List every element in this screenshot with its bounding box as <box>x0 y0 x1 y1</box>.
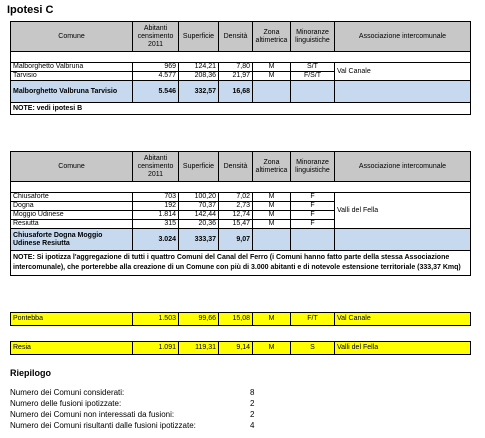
cell-densita: 2,73 <box>219 202 253 211</box>
table-row <box>11 193 471 202</box>
cell-superficie: 70,37 <box>179 202 219 211</box>
header-abitanti: Abitanti censimento 2011 <box>133 152 179 182</box>
header-minoranze: Minoranze linguistiche <box>291 22 335 52</box>
total-superficie: 333,37 <box>179 229 219 251</box>
header-zona: Zona altimetrica <box>253 22 291 52</box>
cell-comune: Resiutta <box>11 220 133 229</box>
total-abitanti: 3.024 <box>133 229 179 251</box>
cell-densita: 7,02 <box>219 193 253 202</box>
cell-zona: M <box>253 193 291 202</box>
riepilogo-value: 8 <box>250 388 255 397</box>
header-minoranze: Minoranze linguistiche <box>291 152 335 182</box>
cell-comune: Tarvisio <box>11 72 133 81</box>
cell-superficie: 20,36 <box>179 220 219 229</box>
riepilogo-value: 4 <box>250 421 255 430</box>
cell-superficie: 124,21 <box>179 63 219 72</box>
cell-abitanti: 192 <box>133 202 179 211</box>
header-comune: Comune <box>11 152 133 182</box>
cell-superficie: 119,31 <box>179 342 219 355</box>
table-row <box>11 342 471 355</box>
cell-zona: M <box>253 313 291 326</box>
cell-zona: M <box>253 220 291 229</box>
total-row <box>11 81 471 103</box>
riepilogo-value: 2 <box>250 410 255 419</box>
cell-comune: Resia <box>11 342 133 355</box>
riepilogo-item <box>10 421 255 430</box>
cell-abitanti: 1.091 <box>133 342 179 355</box>
total-abitanti: 5.546 <box>133 81 179 103</box>
cell-minoranze: F <box>291 193 335 202</box>
cell-associazione: Val Canale <box>335 63 471 81</box>
note-text: NOTE: Si ipotizza l'aggregazione di tutti i quattro Comuni del Canal del Ferro (i Comuni hanno fatto parte della stessa Associazione intercomunale), che porterebbe alla creazione di un Comune con più di 3.000 abitanti e di notevole estensione territoriale (333,37 Kmq) <box>11 251 471 276</box>
header-associazione: Associazione intercomunale <box>335 22 471 52</box>
cell-associazione: Val Canale <box>335 313 471 326</box>
header-associazione: Associazione intercomunale <box>335 152 471 182</box>
cell-zona: M <box>253 211 291 220</box>
cell-zona: M <box>253 63 291 72</box>
cell-comune: Moggio Udinese <box>11 211 133 220</box>
total-densita: 9,07 <box>219 229 253 251</box>
cell-comune: Chiusaforte <box>11 193 133 202</box>
cell-abitanti: 969 <box>133 63 179 72</box>
cell-minoranze: F <box>291 220 335 229</box>
cell-associazione: Valli del Fella <box>335 193 471 229</box>
riepilogo-title: Riepilogo <box>10 368 51 378</box>
cell-densita: 15,47 <box>219 220 253 229</box>
section-title: Ipotesi C <box>7 4 54 16</box>
cell-associazione: Valli del Fella <box>335 342 471 355</box>
table-ipotesi-c-1 <box>10 21 471 115</box>
note-text: NOTE: vedi ipotesi B <box>11 103 471 115</box>
riepilogo-label: Numero delle fusioni ipotizzate: <box>10 399 122 408</box>
riepilogo-label: Numero dei Comuni considerati: <box>10 388 125 397</box>
header-superficie: Superficie <box>179 22 219 52</box>
cell-densita: 9,14 <box>219 342 253 355</box>
note-row <box>11 103 471 115</box>
header-superficie: Superficie <box>179 152 219 182</box>
cell-comune: Malborghetto Valbruna <box>11 63 133 72</box>
cell-superficie: 208,36 <box>179 72 219 81</box>
cell-zona: M <box>253 342 291 355</box>
cell-densita: 15,08 <box>219 313 253 326</box>
header-zona: Zona altimetrica <box>253 152 291 182</box>
cell-superficie: 99,66 <box>179 313 219 326</box>
cell-superficie: 142,44 <box>179 211 219 220</box>
table-row <box>11 313 471 326</box>
cell-minoranze: F <box>291 202 335 211</box>
cell-minoranze: F <box>291 211 335 220</box>
cell-zona: M <box>253 72 291 81</box>
table-pontebba <box>10 312 471 326</box>
total-row <box>11 229 471 251</box>
total-superficie: 332,57 <box>179 81 219 103</box>
riepilogo-label: Numero dei Comuni risultanti dalle fusioni ipotizzate: <box>10 421 196 430</box>
cell-comune: Pontebba <box>11 313 133 326</box>
riepilogo-value: 2 <box>250 399 255 408</box>
cell-minoranze: S/T <box>291 63 335 72</box>
total-densita: 16,68 <box>219 81 253 103</box>
header-comune: Comune <box>11 22 133 52</box>
table-resia <box>10 341 471 355</box>
cell-densita: 12,74 <box>219 211 253 220</box>
riepilogo-item <box>10 399 255 408</box>
total-comune: Malborghetto Valbruna Tarvisio <box>11 81 133 103</box>
cell-abitanti: 4.577 <box>133 72 179 81</box>
riepilogo-label: Numero dei Comuni non interessati da fusioni: <box>10 410 175 419</box>
cell-zona: M <box>253 202 291 211</box>
riepilogo-item <box>10 388 255 397</box>
note-row <box>11 251 471 276</box>
cell-abitanti: 315 <box>133 220 179 229</box>
cell-abitanti: 1.503 <box>133 313 179 326</box>
total-comune: Chiusaforte Dogna Moggio Udinese Resiutta <box>11 229 133 251</box>
table-row <box>11 63 471 72</box>
cell-comune: Dogna <box>11 202 133 211</box>
header-densita: Densità <box>219 152 253 182</box>
header-densita: Densità <box>219 22 253 52</box>
cell-densita: 7,80 <box>219 63 253 72</box>
cell-minoranze: F/S/T <box>291 72 335 81</box>
cell-abitanti: 703 <box>133 193 179 202</box>
cell-minoranze: S <box>291 342 335 355</box>
table-ipotesi-c-2 <box>10 151 471 276</box>
cell-abitanti: 1.814 <box>133 211 179 220</box>
riepilogo-item <box>10 410 255 419</box>
cell-minoranze: F/T <box>291 313 335 326</box>
cell-superficie: 100,20 <box>179 193 219 202</box>
header-abitanti: Abitanti censimento 2011 <box>133 22 179 52</box>
cell-densita: 21,97 <box>219 72 253 81</box>
